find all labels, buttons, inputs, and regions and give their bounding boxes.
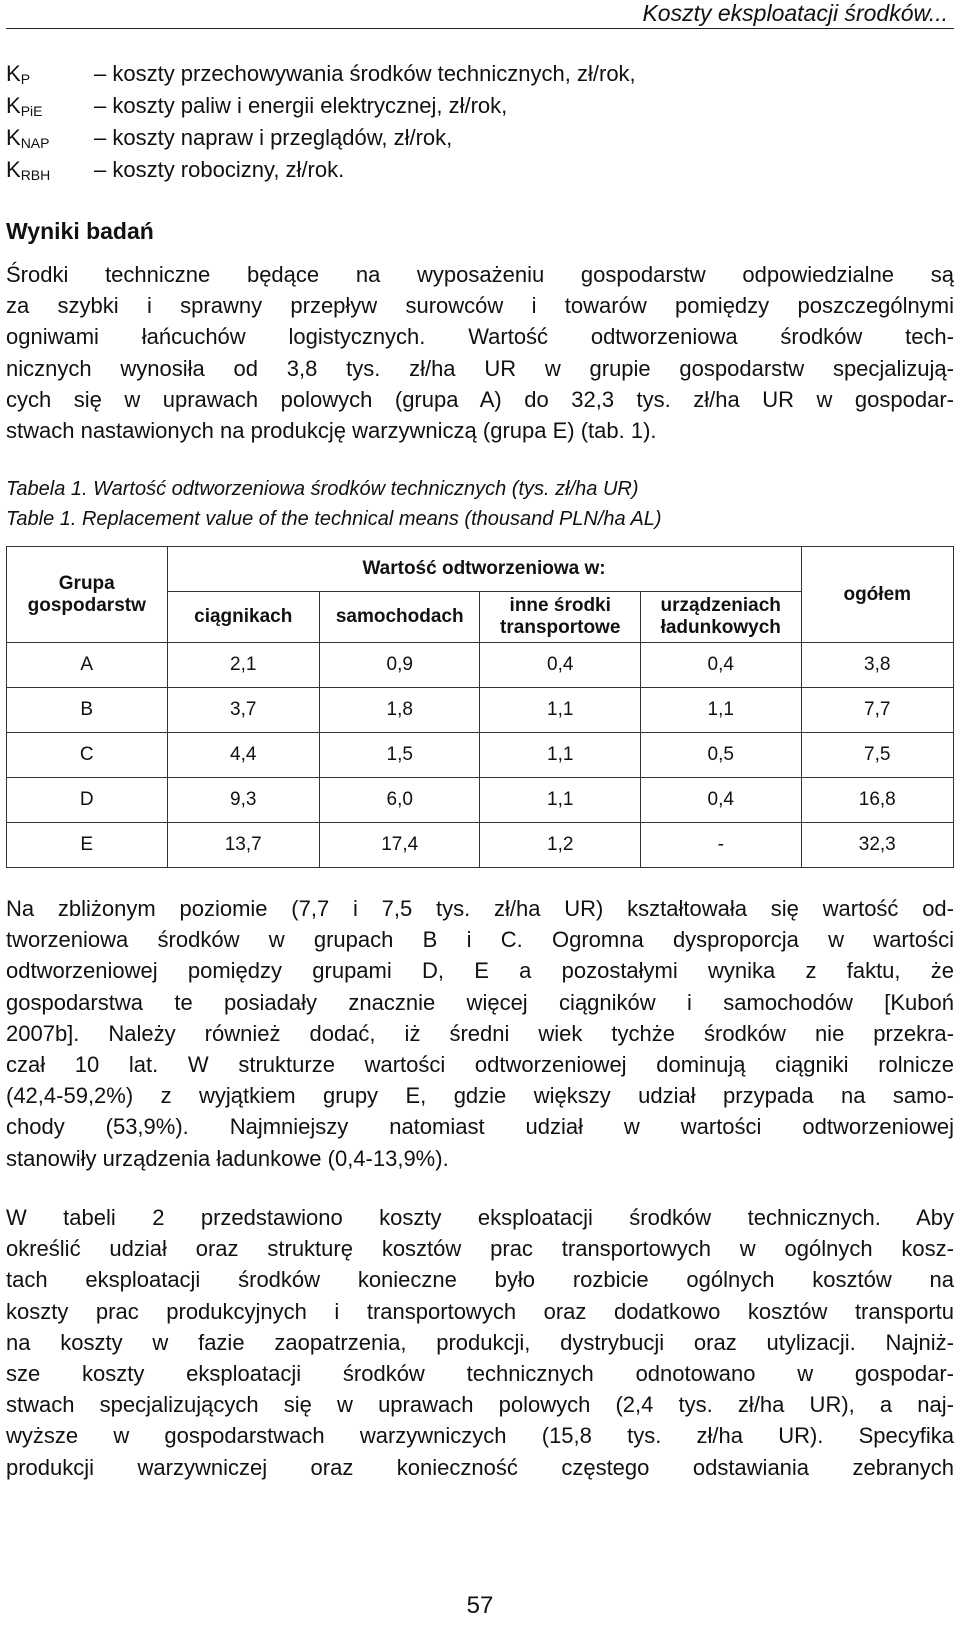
total-cell: 7,7 bbox=[801, 688, 954, 733]
value-cell: - bbox=[640, 823, 801, 868]
value-cell: 0,4 bbox=[480, 643, 641, 688]
text-line: tach eksploatacji środków konieczne było rozbicie ogólnych kosztów na bbox=[6, 1267, 954, 1293]
section-title: Wyniki badań bbox=[6, 218, 154, 244]
text-line: koszty prac produkcyjnych i transportowych oraz dodatkowo kosztów transportu bbox=[6, 1298, 954, 1324]
group-cell: E bbox=[7, 823, 168, 868]
definition-text: – koszty paliw i energii elektrycznej, zł/rok, bbox=[94, 93, 508, 118]
definition-text: – koszty napraw i przeglądów, zł/rok, bbox=[94, 125, 453, 150]
total-cell: 3,8 bbox=[801, 643, 954, 688]
value-cell: 1,1 bbox=[480, 778, 641, 823]
text-line: stwach nastawionych na produkcję warzywniczą (grupa E) (tab. 1). bbox=[6, 418, 657, 444]
value-cell: 1,1 bbox=[480, 733, 641, 778]
table-caption-en: Table 1. Replacement value of the technical means (thousand PLN/ha AL) bbox=[6, 508, 662, 530]
text-line: chody (53,9%). Najmniejszy natomiast udział w wartości odtworzeniowej bbox=[6, 1114, 954, 1140]
text-line: W tabeli 2 przedstawiono koszty eksploatacji środków technicznych. Aby bbox=[6, 1205, 954, 1230]
column-header: samochodach bbox=[319, 592, 480, 643]
definition-item bbox=[6, 58, 954, 90]
text-line: nicznych wynosiła od 3,8 tys. zł/ha UR w grupie gospodarstw specjalizują- bbox=[6, 355, 954, 381]
paragraph-results bbox=[6, 259, 954, 446]
column-header: ciągnikach bbox=[167, 592, 319, 643]
definition-symbol: $K_{PiE}$ bbox=[6, 93, 43, 119]
value-cell: 6,0 bbox=[319, 778, 480, 823]
total-cell: 7,5 bbox=[801, 733, 954, 778]
text-line: (42,4-59,2%) z wyjątkiem grupy E, gdzie większy udział przypada na samo- bbox=[6, 1083, 954, 1109]
text-line: Środki techniczne będące na wyposażeniu gospodarstw odpowiedzialne są bbox=[6, 262, 954, 287]
definitions-list bbox=[6, 58, 954, 186]
text-line: określić udział oraz strukturę kosztów prac transportowych w ogólnych kosz- bbox=[6, 1236, 954, 1262]
definition-item bbox=[6, 154, 954, 186]
text-line: ogniwami łańcuchów logistycznych. Wartość odtworzeniowa środków tech- bbox=[6, 324, 954, 350]
paragraph-costs bbox=[6, 1202, 954, 1483]
running-header bbox=[6, 0, 954, 29]
text-line: gospodarstwa te posiadały znacznie więcej ciągników i samochodów [Kuboń bbox=[6, 989, 954, 1015]
table-row bbox=[7, 688, 954, 733]
definition-symbol: $K_P$ bbox=[6, 61, 31, 87]
group-cell: B bbox=[7, 688, 168, 733]
text-line: 2007b]. Należy również dodać, iż średni wiek tychże środków nie przekra- bbox=[6, 1020, 954, 1046]
value-cell: 17,4 bbox=[319, 823, 480, 868]
total-header: ogółem bbox=[801, 547, 954, 643]
text-line: czał 10 lat. W strukturze wartości odtworzeniowej dominują ciągniki rolnicze bbox=[6, 1052, 954, 1078]
value-cell: 1,5 bbox=[319, 733, 480, 778]
text-line: tworzeniowa środków w grupach B i C. Ogromna dysproporcja w wartości bbox=[6, 927, 954, 953]
value-cell: 1,1 bbox=[480, 688, 641, 733]
value-cell: 0,4 bbox=[640, 778, 801, 823]
group-header: Grupa gospodarstw bbox=[7, 547, 168, 643]
definition-item bbox=[6, 90, 954, 122]
column-header: inne środki transportowe bbox=[480, 592, 641, 643]
text-line: Na zbliżonym poziomie (7,7 i 7,5 tys. zł/ha UR) kształtowała się wartość od- bbox=[6, 896, 954, 921]
value-cell: 3,7 bbox=[167, 688, 319, 733]
paragraph-comparison bbox=[6, 893, 954, 1174]
value-cell: 13,7 bbox=[167, 823, 319, 868]
definition-symbol: $K_{RBH}$ bbox=[6, 157, 51, 183]
value-cell: 4,4 bbox=[167, 733, 319, 778]
value-cell: 9,3 bbox=[167, 778, 319, 823]
data-table bbox=[6, 546, 954, 868]
definition-item bbox=[6, 122, 954, 154]
page-number: 57 bbox=[466, 1592, 494, 1619]
value-cell: 0,9 bbox=[319, 643, 480, 688]
text-line: stwach specjalizujących się w uprawach polowych (2,4 tys. zł/ha UR), a naj- bbox=[6, 1392, 954, 1418]
text-line: odtworzeniowej pomiędzy grupami D, E a pozostałymi wynika z faktu, że bbox=[6, 958, 954, 984]
text-line: sze koszty eksploatacji środków technicznych odnotowano w gospodar- bbox=[6, 1361, 954, 1387]
value-cell: 2,1 bbox=[167, 643, 319, 688]
running-header-title: Koszty eksploatacji środków... bbox=[642, 0, 948, 26]
group-cell: C bbox=[7, 733, 168, 778]
table-row bbox=[7, 643, 954, 688]
definition-text: – koszty robocizny, zł/rok. bbox=[94, 157, 345, 182]
text-line: za szybki i sprawny przepływ surowców i towarów pomiędzy poszczególnymi bbox=[6, 293, 954, 319]
value-cell: 0,5 bbox=[640, 733, 801, 778]
text-line: cych się w uprawach polowych (grupa A) do 32,3 tys. zł/ha UR w gospodar- bbox=[6, 386, 954, 412]
group-cell: D bbox=[7, 778, 168, 823]
total-cell: 32,3 bbox=[801, 823, 954, 868]
group-cell: A bbox=[7, 643, 168, 688]
span-header: Wartość odtworzeniowa w: bbox=[167, 547, 801, 592]
value-cell: 1,8 bbox=[319, 688, 480, 733]
definition-symbol: $K_{NAP}$ bbox=[6, 125, 50, 151]
text-line: stanowiły urządzenia ładunkowe (0,4-13,9%). bbox=[6, 1145, 449, 1171]
value-cell: 0,4 bbox=[640, 643, 801, 688]
table-row bbox=[7, 778, 954, 823]
total-cell: 16,8 bbox=[801, 778, 954, 823]
text-line: produkcji warzywniczej oraz konieczność częstego odstawiania zebranych bbox=[6, 1454, 954, 1480]
table-caption-pl: Tabela 1. Wartość odtworzeniowa środków technicznych (tys. zł/ha UR) bbox=[6, 478, 639, 500]
table-row bbox=[7, 733, 954, 778]
value-cell: 1,2 bbox=[480, 823, 641, 868]
text-line: wyższe w gospodarstwach warzywniczych (15,8 tys. zł/ha UR). Specyfika bbox=[6, 1423, 954, 1449]
table-row bbox=[7, 823, 954, 868]
text-line: na koszty w fazie zaopatrzenia, produkcji, dystrybucji oraz utylizacji. Najniż- bbox=[6, 1329, 954, 1355]
column-header: urządzeniach ładunkowych bbox=[640, 592, 801, 643]
definition-text: – koszty przechowywania środków technicznych, zł/rok, bbox=[94, 61, 636, 86]
value-cell: 1,1 bbox=[640, 688, 801, 733]
